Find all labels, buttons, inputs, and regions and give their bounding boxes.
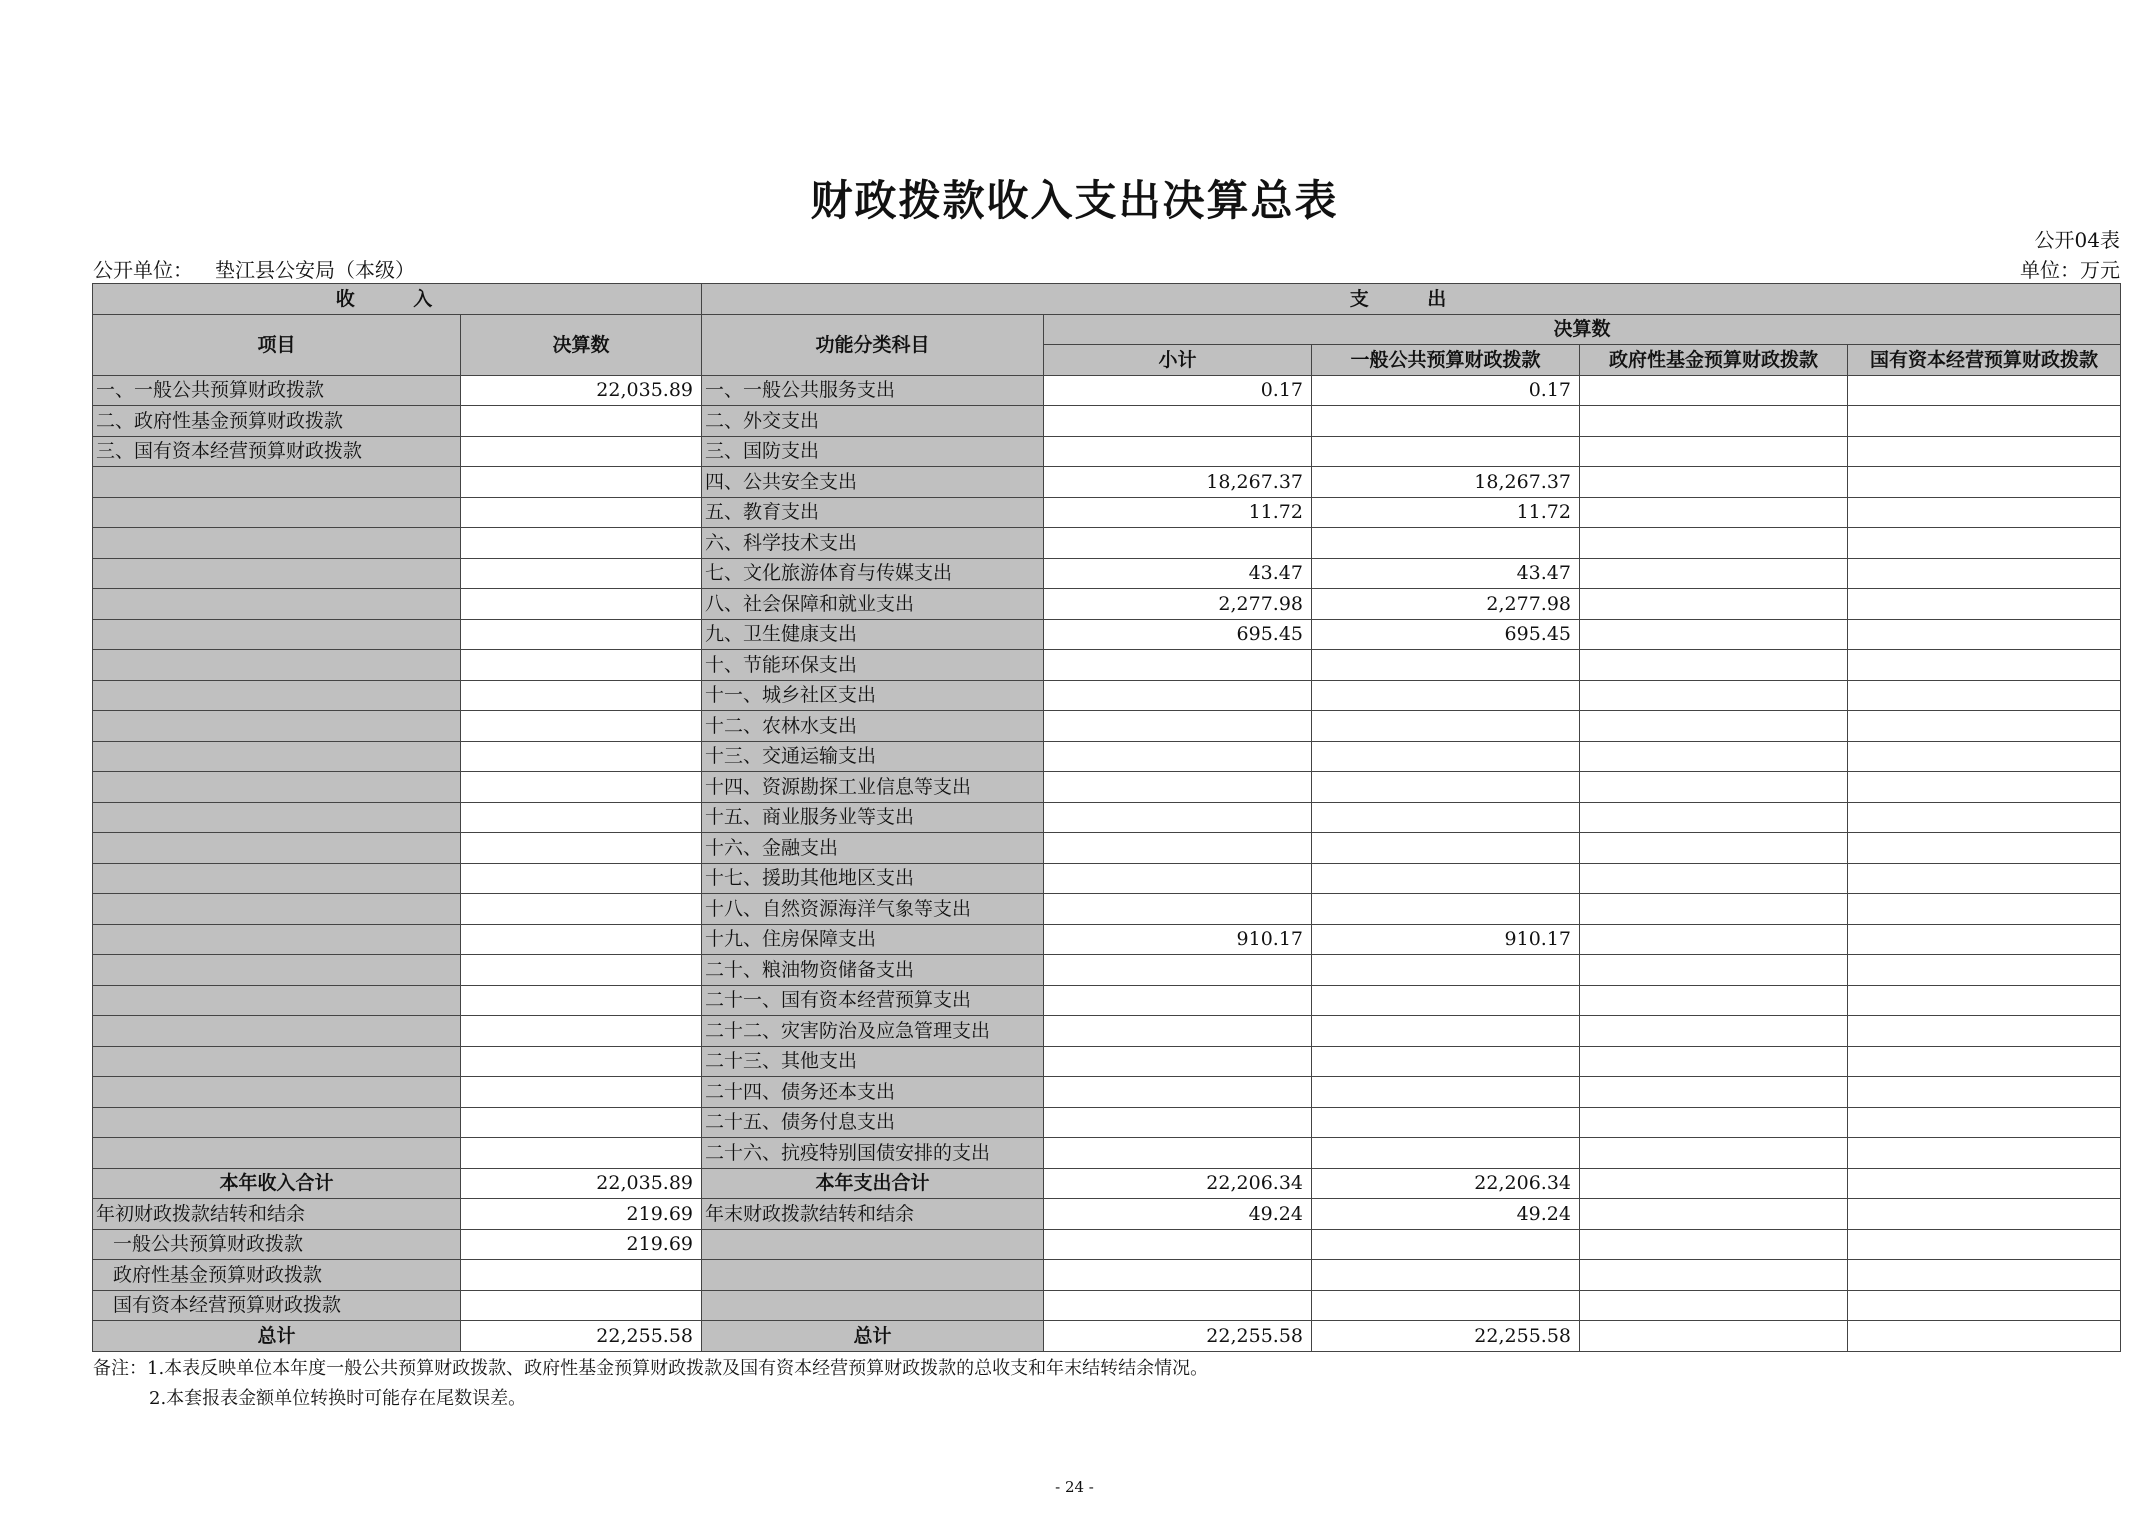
- general-budget-cell: 0.17: [1312, 375, 1580, 406]
- gov-fund-cell: [1580, 680, 1848, 711]
- blank-cell: [1580, 1229, 1848, 1260]
- year-exp-label: 本年支出合计: [702, 1168, 1044, 1199]
- income-item-cell: [93, 985, 461, 1016]
- func-class-header: 功能分类科目: [702, 314, 1044, 375]
- general-budget-cell: [1312, 802, 1580, 833]
- subtotal-cell: [1044, 650, 1312, 681]
- general-budget-cell: 910.17: [1312, 924, 1580, 955]
- gov-fund-cell: [1580, 375, 1848, 406]
- blank-cell: [1848, 1260, 2121, 1291]
- report-title: 财政拨款收入支出决算总表: [810, 176, 1339, 225]
- blank-cell: [702, 1260, 1044, 1291]
- general-budget-cell: [1312, 772, 1580, 803]
- expenditure-category-cell: 十一、城乡社区支出: [702, 680, 1044, 711]
- general-budget-cell: 18,267.37: [1312, 467, 1580, 498]
- general-budget-cell: [1312, 711, 1580, 742]
- table-row: [93, 1138, 2121, 1169]
- general-budget-cell: 43.47: [1312, 558, 1580, 589]
- gov-fund-cell: [1580, 589, 1848, 620]
- gov-fund-header: 政府性基金预算财政拨款: [1580, 345, 1848, 376]
- gov-fund-cell: [1580, 1138, 1848, 1169]
- income-amount-cell: [461, 1016, 702, 1047]
- year-income-value: 22,035.89: [461, 1168, 702, 1199]
- subtotal-cell: 910.17: [1044, 924, 1312, 955]
- expenditure-category-cell: 十三、交通运输支出: [702, 741, 1044, 772]
- gov-fund-cell: [1580, 497, 1848, 528]
- table-row: [93, 589, 2121, 620]
- expenditure-category-cell: 十、节能环保支出: [702, 650, 1044, 681]
- state-capital-cell: [1848, 467, 2121, 498]
- income-item-cell: [93, 1107, 461, 1138]
- state-capital-header: 国有资本经营预算财政拨款: [1848, 345, 2121, 376]
- currency-unit: 单位：万元: [2020, 258, 2120, 282]
- income-amount-cell: [461, 589, 702, 620]
- state-capital-cell: [1848, 1077, 2121, 1108]
- grand-total-general: 22,255.58: [1312, 1321, 1580, 1352]
- state-capital-cell: [1848, 894, 2121, 925]
- state-capital-cell: [1848, 497, 2121, 528]
- general-budget-cell: [1312, 1077, 1580, 1108]
- expenditure-category-cell: 十四、资源勘探工业信息等支出: [702, 772, 1044, 803]
- table-row: [93, 833, 2121, 864]
- income-item-cell: [93, 589, 461, 620]
- income-item-cell: [93, 528, 461, 559]
- expenditure-category-cell: 二十六、抗疫特别国债安排的支出: [702, 1138, 1044, 1169]
- expenditure-category-cell: 二十三、其他支出: [702, 1046, 1044, 1077]
- gov-fund-cell: [1580, 894, 1848, 925]
- income-amount-cell: [461, 406, 702, 437]
- general-budget-cell: [1312, 680, 1580, 711]
- reporting-unit-name: 垫江县公安局（本级）: [215, 258, 415, 282]
- notes: [93, 1354, 1208, 1414]
- state-capital-cell: [1848, 406, 2121, 437]
- subtotal-cell: 11.72: [1044, 497, 1312, 528]
- income-item-cell: [93, 711, 461, 742]
- grand-total-label-right: 总计: [702, 1321, 1044, 1352]
- table-row: [93, 863, 2121, 894]
- header-row-2: [93, 314, 2121, 345]
- income-item-cell: [93, 833, 461, 864]
- general-budget-cell: [1312, 1107, 1580, 1138]
- table-row: [93, 558, 2121, 589]
- income-item-cell: 三、国有资本经营预算财政拨款: [93, 436, 461, 467]
- gov-fund-cell: [1580, 528, 1848, 559]
- blank-cell: [1312, 1290, 1580, 1321]
- income-amount-cell: [461, 772, 702, 803]
- subtotal-cell: [1044, 1016, 1312, 1047]
- end-carryover-label: 年末财政拨款结转和结余: [702, 1199, 1044, 1230]
- general-budget-cell: [1312, 863, 1580, 894]
- income-item-cell: 一、一般公共预算财政拨款: [93, 375, 461, 406]
- subtotal-cell: 18,267.37: [1044, 467, 1312, 498]
- subtotal-cell: 0.17: [1044, 375, 1312, 406]
- subtotal-cell: [1044, 680, 1312, 711]
- table-row: [93, 985, 2121, 1016]
- grand-total-capital: [1848, 1321, 2121, 1352]
- gov-fund-cell: [1580, 1077, 1848, 1108]
- gov-fund-cell: [1580, 802, 1848, 833]
- expenditure-category-cell: 二十五、债务付息支出: [702, 1107, 1044, 1138]
- income-item-cell: [93, 772, 461, 803]
- year-exp-capital: [1848, 1168, 2121, 1199]
- expenditure-category-cell: 四、公共安全支出: [702, 467, 1044, 498]
- expenditure-category-cell: 八、社会保障和就业支出: [702, 589, 1044, 620]
- table-row: [93, 924, 2121, 955]
- grand-total-income: 22,255.58: [461, 1321, 702, 1352]
- state-capital-cell: [1848, 1107, 2121, 1138]
- income-item-cell: 二、政府性基金预算财政拨款: [93, 406, 461, 437]
- header-row-1: [93, 284, 2121, 315]
- expenditure-category-cell: 十九、住房保障支出: [702, 924, 1044, 955]
- item-header: 项目: [93, 314, 461, 375]
- income-item-cell: [93, 802, 461, 833]
- expenditure-category-cell: 十六、金融支出: [702, 833, 1044, 864]
- gov-fund-cell: [1580, 741, 1848, 772]
- table-row: [93, 1107, 2121, 1138]
- general-budget-cell: [1312, 406, 1580, 437]
- expenditure-category-cell: 二十一、国有资本经营预算支出: [702, 985, 1044, 1016]
- income-amount-cell: [461, 1077, 702, 1108]
- table-row: [93, 1046, 2121, 1077]
- income-amount-cell: [461, 650, 702, 681]
- income-item-cell: [93, 924, 461, 955]
- expenditure-category-cell: 七、文化旅游体育与传媒支出: [702, 558, 1044, 589]
- state-capital-cell: [1848, 924, 2121, 955]
- subtotal-cell: [1044, 802, 1312, 833]
- gov-fund-cell: [1580, 985, 1848, 1016]
- subtotal-cell: [1044, 894, 1312, 925]
- end-carryover-subtotal: 49.24: [1044, 1199, 1312, 1230]
- income-amount-cell: [461, 1046, 702, 1077]
- state-capital-cell: [1848, 772, 2121, 803]
- expenditure-category-cell: 二十二、灾害防治及应急管理支出: [702, 1016, 1044, 1047]
- gov-fund-cell: [1580, 833, 1848, 864]
- subtotal-cell: [1044, 985, 1312, 1016]
- income-amount-cell: [461, 741, 702, 772]
- income-item-cell: [93, 467, 461, 498]
- income-amount-cell: [461, 680, 702, 711]
- expenditure-category-cell: 二十、粮油物资储备支出: [702, 955, 1044, 986]
- blank-cell: [1580, 1290, 1848, 1321]
- subtotal-cell: [1044, 436, 1312, 467]
- income-item-cell: [93, 1138, 461, 1169]
- table-row: [93, 375, 2121, 406]
- blank-cell: [1312, 1229, 1580, 1260]
- gov-fund-cell: [1580, 1046, 1848, 1077]
- income-amount-cell: [461, 894, 702, 925]
- amount-header: 决算数: [461, 314, 702, 375]
- expenditure-category-cell: 十五、商业服务业等支出: [702, 802, 1044, 833]
- table-row: [93, 619, 2121, 650]
- expenditure-category-cell: 十二、农林水支出: [702, 711, 1044, 742]
- table-row: [93, 528, 2121, 559]
- general-budget-cell: [1312, 1138, 1580, 1169]
- income-amount-cell: [461, 467, 702, 498]
- expenditure-category-cell: 十八、自然资源海洋气象等支出: [702, 894, 1044, 925]
- income-amount-cell: [461, 436, 702, 467]
- gov-fund-cell: [1580, 1107, 1848, 1138]
- carryover-row: [93, 1199, 2121, 1230]
- subtotal-cell: [1044, 1107, 1312, 1138]
- subtotal-cell: [1044, 1046, 1312, 1077]
- subtotal-header: 小计: [1044, 345, 1312, 376]
- income-item-cell: [93, 680, 461, 711]
- state-capital-cell: [1848, 375, 2121, 406]
- subtotal-cell: [1044, 1077, 1312, 1108]
- income-item-cell: [93, 863, 461, 894]
- expenditure-header: 支 出: [702, 284, 2121, 315]
- reporting-unit-label: 公开单位：: [93, 258, 193, 282]
- income-amount-cell: [461, 619, 702, 650]
- form-number: 公开04表: [2034, 228, 2120, 252]
- income-item-cell: [93, 558, 461, 589]
- page-number: - 24 -: [1055, 1478, 1094, 1496]
- subtotal-cell: [1044, 528, 1312, 559]
- grand-total-label-left: 总计: [93, 1321, 461, 1352]
- income-header: 收 入: [93, 284, 702, 315]
- state-capital-cell: [1848, 863, 2121, 894]
- income-item-cell: [93, 741, 461, 772]
- gov-fund-cell: [1580, 406, 1848, 437]
- income-item-cell: [93, 1016, 461, 1047]
- expenditure-category-cell: 九、卫生健康支出: [702, 619, 1044, 650]
- gov-fund-cell: [1580, 650, 1848, 681]
- carryover-fund-row: [93, 1260, 2121, 1291]
- income-amount-cell: [461, 528, 702, 559]
- state-capital-cell: [1848, 955, 2121, 986]
- income-item-cell: [93, 619, 461, 650]
- blank-cell: [1848, 1229, 2121, 1260]
- subtotal-cell: [1044, 863, 1312, 894]
- year-exp-general: 22,206.34: [1312, 1168, 1580, 1199]
- table-row: [93, 802, 2121, 833]
- begin-fund-label: 政府性基金预算财政拨款: [93, 1260, 461, 1291]
- table-row: [93, 894, 2121, 925]
- begin-carryover-label: 年初财政拨款结转和结余: [93, 1199, 461, 1230]
- begin-general-label: 一般公共预算财政拨款: [93, 1229, 461, 1260]
- subtotal-cell: [1044, 406, 1312, 437]
- general-budget-cell: 695.45: [1312, 619, 1580, 650]
- begin-capital-label: 国有资本经营预算财政拨款: [93, 1290, 461, 1321]
- table-row: [93, 650, 2121, 681]
- table-row: [93, 467, 2121, 498]
- state-capital-cell: [1848, 650, 2121, 681]
- year-exp-fund: [1580, 1168, 1848, 1199]
- subtotal-cell: [1044, 955, 1312, 986]
- expenditure-category-cell: 三、国防支出: [702, 436, 1044, 467]
- state-capital-cell: [1848, 833, 2121, 864]
- end-carryover-capital: [1848, 1199, 2121, 1230]
- state-capital-cell: [1848, 1016, 2121, 1047]
- state-capital-cell: [1848, 436, 2121, 467]
- table-row: [93, 436, 2121, 467]
- income-amount-cell: 22,035.89: [461, 375, 702, 406]
- subtotal-cell: [1044, 741, 1312, 772]
- table-row: [93, 741, 2121, 772]
- income-amount-cell: [461, 955, 702, 986]
- gov-fund-cell: [1580, 924, 1848, 955]
- gov-fund-cell: [1580, 1016, 1848, 1047]
- grand-total-subtotal: 22,255.58: [1044, 1321, 1312, 1352]
- blank-cell: [1044, 1290, 1312, 1321]
- blank-cell: [1848, 1290, 2121, 1321]
- state-capital-cell: [1848, 589, 2121, 620]
- gov-fund-cell: [1580, 711, 1848, 742]
- gov-fund-cell: [1580, 467, 1848, 498]
- general-budget-cell: [1312, 528, 1580, 559]
- subtotal-cell: [1044, 1138, 1312, 1169]
- income-item-cell: [93, 650, 461, 681]
- subtotal-cell: 695.45: [1044, 619, 1312, 650]
- general-budget-cell: [1312, 1016, 1580, 1047]
- end-carryover-fund: [1580, 1199, 1848, 1230]
- general-budget-cell: 2,277.98: [1312, 589, 1580, 620]
- state-capital-cell: [1848, 985, 2121, 1016]
- note-line-2: 2.本套报表金额单位转换时可能存在尾数误差。: [149, 1388, 527, 1409]
- state-capital-cell: [1848, 619, 2121, 650]
- gov-fund-cell: [1580, 436, 1848, 467]
- final-amount-group-header: 决算数: [1044, 314, 2121, 345]
- state-capital-cell: [1848, 1046, 2121, 1077]
- income-amount-cell: [461, 1138, 702, 1169]
- blank-cell: [702, 1229, 1044, 1260]
- general-budget-cell: [1312, 741, 1580, 772]
- income-amount-cell: [461, 833, 702, 864]
- income-item-cell: [93, 955, 461, 986]
- state-capital-cell: [1848, 711, 2121, 742]
- expenditure-category-cell: 六、科学技术支出: [702, 528, 1044, 559]
- blank-cell: [1044, 1260, 1312, 1291]
- table-row: [93, 680, 2121, 711]
- income-amount-cell: [461, 985, 702, 1016]
- gov-fund-cell: [1580, 558, 1848, 589]
- finance-summary-table: [92, 283, 2121, 1352]
- state-capital-cell: [1848, 741, 2121, 772]
- income-item-cell: [93, 497, 461, 528]
- state-capital-cell: [1848, 528, 2121, 559]
- begin-fund-value: [461, 1260, 702, 1291]
- income-amount-cell: [461, 924, 702, 955]
- expenditure-category-cell: 十七、援助其他地区支出: [702, 863, 1044, 894]
- state-capital-cell: [1848, 680, 2121, 711]
- state-capital-cell: [1848, 558, 2121, 589]
- grand-total-row: [93, 1321, 2121, 1352]
- blank-cell: [702, 1290, 1044, 1321]
- year-exp-subtotal: 22,206.34: [1044, 1168, 1312, 1199]
- subtotal-cell: [1044, 711, 1312, 742]
- blank-cell: [1044, 1229, 1312, 1260]
- note-line-1: 备注：1.本表反映单位本年度一般公共预算财政拨款、政府性基金预算财政拨款及国有资本经营预算财政拨款的总收支和年末结转结余情况。: [93, 1358, 1209, 1379]
- income-item-cell: [93, 1077, 461, 1108]
- income-item-cell: [93, 894, 461, 925]
- subtotal-cell: 43.47: [1044, 558, 1312, 589]
- income-amount-cell: [461, 558, 702, 589]
- table-row: [93, 497, 2121, 528]
- year-total-row: [93, 1168, 2121, 1199]
- year-income-label: 本年收入合计: [93, 1168, 461, 1199]
- expenditure-category-cell: 二、外交支出: [702, 406, 1044, 437]
- expenditure-category-cell: 二十四、债务还本支出: [702, 1077, 1044, 1108]
- subtotal-cell: 2,277.98: [1044, 589, 1312, 620]
- income-amount-cell: [461, 863, 702, 894]
- income-amount-cell: [461, 802, 702, 833]
- table-row: [93, 772, 2121, 803]
- end-carryover-general: 49.24: [1312, 1199, 1580, 1230]
- general-budget-cell: [1312, 1046, 1580, 1077]
- expenditure-category-cell: 一、一般公共服务支出: [702, 375, 1044, 406]
- general-budget-cell: [1312, 955, 1580, 986]
- gov-fund-cell: [1580, 955, 1848, 986]
- begin-general-value: 219.69: [461, 1229, 702, 1260]
- general-budget-header: 一般公共预算财政拨款: [1312, 345, 1580, 376]
- gov-fund-cell: [1580, 619, 1848, 650]
- reporting-unit: [93, 254, 415, 283]
- grand-total-fund: [1580, 1321, 1848, 1352]
- table-row: [93, 406, 2121, 437]
- gov-fund-cell: [1580, 863, 1848, 894]
- table-row: [93, 711, 2121, 742]
- begin-carryover-value: 219.69: [461, 1199, 702, 1230]
- blank-cell: [1312, 1260, 1580, 1291]
- general-budget-cell: [1312, 650, 1580, 681]
- income-amount-cell: [461, 711, 702, 742]
- table-row: [93, 1016, 2121, 1047]
- gov-fund-cell: [1580, 772, 1848, 803]
- table-row: [93, 955, 2121, 986]
- general-budget-cell: [1312, 833, 1580, 864]
- carryover-capital-row: [93, 1290, 2121, 1321]
- income-amount-cell: [461, 497, 702, 528]
- general-budget-cell: [1312, 436, 1580, 467]
- table-row: [93, 1077, 2121, 1108]
- carryover-general-row: [93, 1229, 2121, 1260]
- subtotal-cell: [1044, 833, 1312, 864]
- income-amount-cell: [461, 1107, 702, 1138]
- general-budget-cell: 11.72: [1312, 497, 1580, 528]
- general-budget-cell: [1312, 894, 1580, 925]
- state-capital-cell: [1848, 802, 2121, 833]
- income-item-cell: [93, 1046, 461, 1077]
- state-capital-cell: [1848, 1138, 2121, 1169]
- general-budget-cell: [1312, 985, 1580, 1016]
- blank-cell: [1580, 1260, 1848, 1291]
- expenditure-category-cell: 五、教育支出: [702, 497, 1044, 528]
- begin-capital-value: [461, 1290, 702, 1321]
- subtotal-cell: [1044, 772, 1312, 803]
